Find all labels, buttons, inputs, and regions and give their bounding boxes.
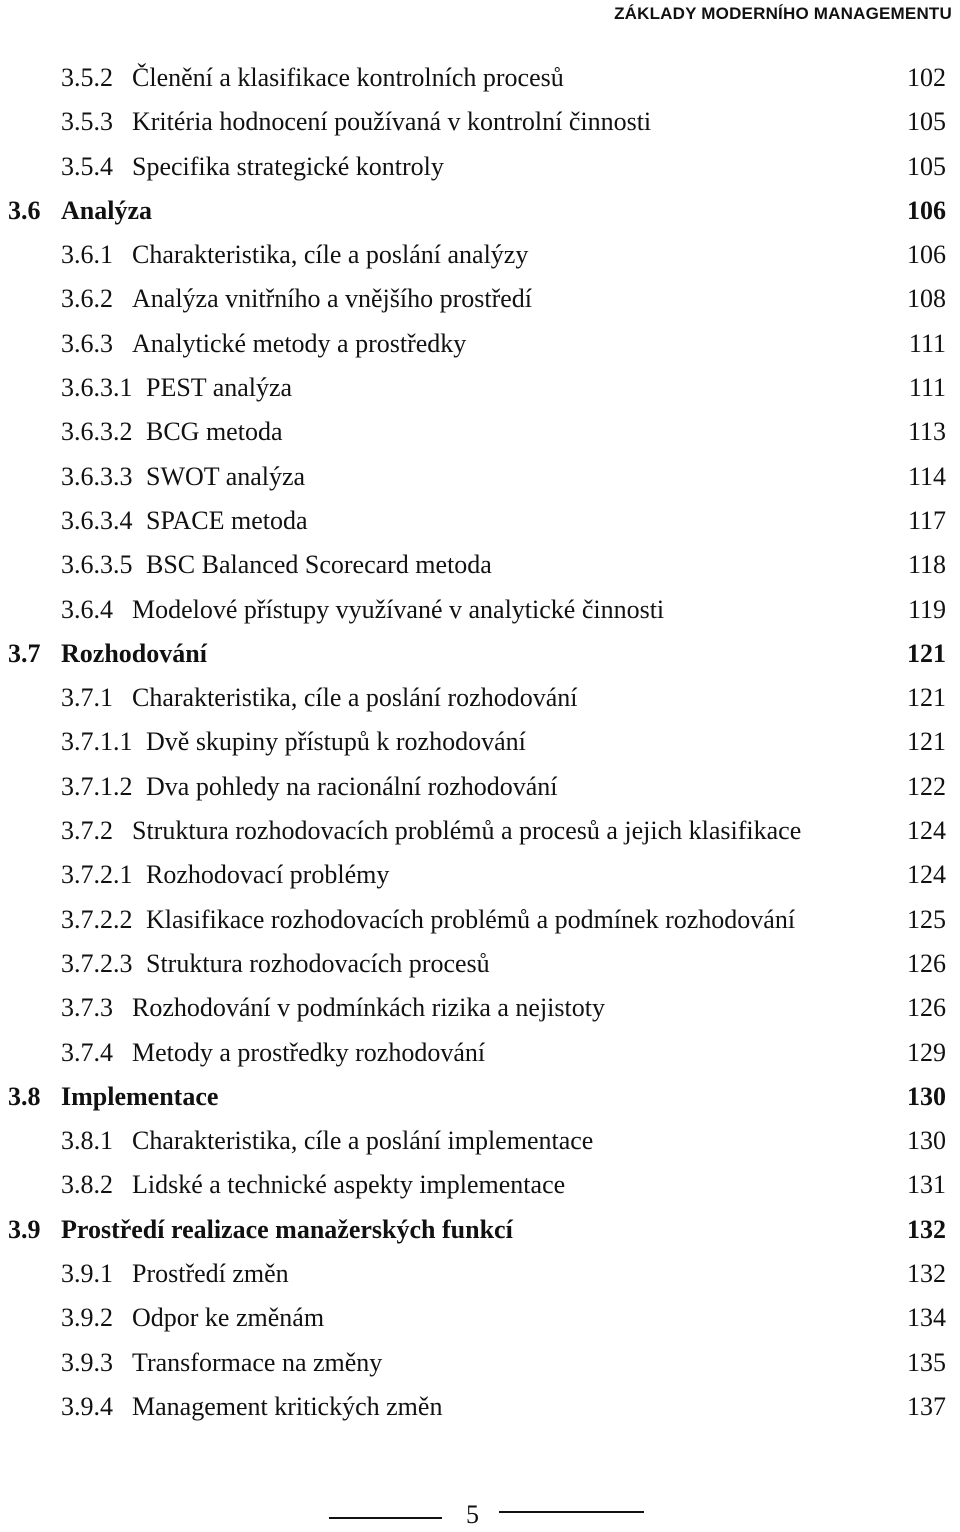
- toc-entry-number: 3.7: [8, 638, 41, 668]
- toc-entry-page: 124: [907, 860, 946, 890]
- toc-entry-title: Kritéria hodnocení používaná v kontrolní činnosti: [132, 107, 652, 137]
- toc-entry: [0, 366, 960, 410]
- toc-section-heading: [0, 1075, 960, 1119]
- toc-entry-page: 134: [907, 1303, 946, 1333]
- toc-entry-page: 129: [907, 1037, 946, 1067]
- toc-entry-title: Analýza vnitřního a vnějšího prostředí: [132, 284, 533, 314]
- toc-entry-number: 3.7.4: [61, 1037, 113, 1067]
- toc-entry-title: Odpor ke změnám: [132, 1303, 325, 1333]
- toc-entry-number: 3.8.1: [61, 1126, 113, 1156]
- toc-entry-page: 114: [907, 461, 946, 491]
- toc-entry-number: 3.6.1: [61, 240, 113, 270]
- toc-entry: [0, 100, 960, 144]
- toc-entry-page: 137: [907, 1391, 946, 1421]
- toc-entry-title: Rozhodovací problémy: [146, 860, 390, 890]
- toc-entry-page: 102: [907, 63, 946, 92]
- toc-entry: [0, 56, 960, 100]
- toc-entry-title: Analýza: [61, 195, 152, 225]
- toc-entry-title: Rozhodování v podmínkách rizika a nejistoty: [132, 993, 605, 1023]
- toc-entry-title: Prostředí změn: [132, 1259, 289, 1289]
- toc-entry-number: 3.6.3.3: [61, 461, 133, 491]
- toc-entry-page: 126: [907, 993, 946, 1023]
- toc-entry-number: 3.6: [8, 195, 41, 225]
- toc-entry-number: 3.9.1: [61, 1259, 113, 1289]
- toc-entry-number: 3.7.2.3: [61, 948, 133, 978]
- toc-entry: [0, 1031, 960, 1075]
- toc-entry-number: 3.8: [8, 1081, 41, 1111]
- toc-entry-page: 121: [907, 638, 946, 668]
- toc-entry: [0, 1341, 960, 1385]
- toc-entry: [0, 1163, 960, 1207]
- table-of-contents: [0, 56, 960, 1429]
- toc-entry-title: Implementace: [61, 1081, 219, 1111]
- toc-entry-number: 3.6.2: [61, 284, 113, 314]
- toc-entry: [0, 765, 960, 809]
- toc-entry-number: 3.6.4: [61, 594, 113, 624]
- toc-entry-page: 119: [907, 594, 946, 624]
- toc-entry-number: 3.9.4: [61, 1391, 113, 1421]
- toc-entry-title: Charakteristika, cíle a poslání implementace: [132, 1126, 594, 1156]
- toc-entry-page: 125: [907, 904, 946, 934]
- toc-entry-number: 3.7.2.1: [61, 860, 133, 890]
- toc-entry-title: Management kritických změn: [132, 1391, 443, 1421]
- toc-entry-number: 3.6.3.1: [61, 373, 133, 403]
- toc-entry-number: 3.6.3.4: [61, 505, 133, 535]
- toc-entry-title: SPACE metoda: [146, 505, 308, 535]
- footer-rule-right: [499, 1511, 644, 1513]
- toc-entry-page: 124: [907, 816, 946, 846]
- page-footer: [0, 1498, 960, 1532]
- toc-entry: [0, 455, 960, 499]
- toc-entry-page: 111: [908, 328, 946, 358]
- toc-entry-number: 3.6.3: [61, 328, 113, 358]
- toc-entry-page: 126: [907, 948, 946, 978]
- toc-entry: [0, 853, 960, 897]
- toc-entry: [0, 1119, 960, 1163]
- toc-entry: [0, 986, 960, 1030]
- toc-entry-number: 3.5.4: [61, 151, 113, 181]
- toc-entry-number: 3.8.2: [61, 1170, 113, 1200]
- toc-entry-number: 3.6.3.2: [61, 417, 133, 447]
- toc-entry: [0, 1385, 960, 1429]
- toc-entry-page: 130: [907, 1126, 946, 1156]
- toc-entry: [0, 588, 960, 632]
- toc-entry-page: 117: [907, 505, 946, 535]
- toc-entry-number: 3.9: [8, 1214, 41, 1244]
- toc-entry-title: Dvě skupiny přístupů k rozhodování: [146, 727, 526, 757]
- toc-entry: [0, 1252, 960, 1296]
- toc-entry: [0, 233, 960, 277]
- toc-entry-title: BCG metoda: [146, 417, 283, 447]
- toc-entry: [0, 277, 960, 321]
- toc-entry-number: 3.5.3: [61, 107, 113, 137]
- toc-entry-title: Lidské a technické aspekty implementace: [132, 1170, 566, 1200]
- toc-entry-title: Transformace na změny: [132, 1347, 383, 1377]
- toc-entry-title: Členění a klasifikace kontrolních procesů: [132, 63, 564, 92]
- toc-entry-title: Struktura rozhodovacích procesů: [146, 948, 490, 978]
- toc-entry: [0, 676, 960, 720]
- toc-entry-title: Klasifikace rozhodovacích problémů a podmínek rozhodování: [146, 904, 796, 934]
- running-header: ZÁKLADY MODERNÍHO MANAGEMENTU: [614, 4, 952, 23]
- toc-entry-title: Rozhodování: [61, 638, 207, 668]
- footer-rule-left: [329, 1517, 442, 1519]
- toc-entry-page: 118: [907, 550, 946, 580]
- toc-entry-number: 3.7.2.2: [61, 904, 133, 934]
- toc-entry-number: 3.7.1.2: [61, 771, 133, 801]
- toc-entry: [0, 898, 960, 942]
- toc-entry-title: Specifika strategické kontroly: [132, 151, 444, 181]
- toc-entry: [0, 322, 960, 366]
- toc-entry-title: Charakteristika, cíle a poslání analýzy: [132, 240, 529, 270]
- toc-entry: [0, 543, 960, 587]
- toc-entry: [0, 809, 960, 853]
- toc-section-heading: [0, 1208, 960, 1252]
- toc-entry-title: SWOT analýza: [146, 461, 306, 491]
- toc-entry-title: Charakteristika, cíle a poslání rozhodování: [132, 683, 578, 713]
- toc-entry-number: 3.9.2: [61, 1303, 113, 1333]
- toc-entry: [0, 720, 960, 764]
- toc-entry-page: 121: [907, 727, 946, 757]
- toc-entry-title: Analytické metody a prostředky: [132, 328, 467, 358]
- toc-entry-number: 3.7.3: [61, 993, 113, 1023]
- toc-entry-number: 3.7.1: [61, 683, 113, 713]
- toc-entry: [0, 499, 960, 543]
- toc-entry-number: 3.5.2: [61, 63, 113, 92]
- toc-entry-number: 3.7.2: [61, 816, 113, 846]
- page-number: 5: [466, 1500, 479, 1529]
- toc-entry-title: Prostředí realizace manažerských funkcí: [61, 1214, 513, 1244]
- toc-entry-page: 108: [907, 284, 946, 314]
- toc-entry-page: 132: [907, 1259, 946, 1289]
- toc-entry: [0, 942, 960, 986]
- toc-entry-page: 132: [907, 1214, 946, 1244]
- toc-entry-page: 122: [907, 771, 946, 801]
- toc-entry-title: Metody a prostředky rozhodování: [132, 1037, 486, 1067]
- toc-entry-page: 135: [907, 1347, 946, 1377]
- toc-entry-title: PEST analýza: [146, 373, 293, 403]
- toc-entry-page: 130: [907, 1081, 946, 1111]
- toc-entry-number: 3.6.3.5: [61, 550, 133, 580]
- toc-entry-page: 105: [907, 107, 946, 137]
- toc-entry-page: 121: [907, 683, 946, 713]
- toc-section-heading: [0, 632, 960, 676]
- toc-entry-page: 106: [907, 195, 946, 225]
- toc-entry-title: BSC Balanced Scorecard metoda: [146, 550, 492, 580]
- toc-entry-number: 3.9.3: [61, 1347, 113, 1377]
- toc-entry-number: 3.7.1.1: [61, 727, 133, 757]
- toc-entry-page: 111: [908, 373, 946, 403]
- toc-entry-title: Struktura rozhodovacích problémů a procesů a jejich klasifikace: [132, 816, 802, 846]
- toc-entry-page: 106: [907, 240, 946, 270]
- toc-entry-page: 113: [907, 417, 946, 447]
- toc-section-heading: [0, 189, 960, 233]
- toc-entry-title: Modelové přístupy využívané v analytické činnosti: [132, 594, 665, 624]
- toc-entry-page: 105: [907, 151, 946, 181]
- toc-entry-page: 131: [907, 1170, 946, 1200]
- toc-entry: [0, 145, 960, 189]
- toc-entry-title: Dva pohledy na racionální rozhodování: [146, 771, 558, 801]
- toc-entry: [0, 410, 960, 454]
- toc-entry: [0, 1296, 960, 1340]
